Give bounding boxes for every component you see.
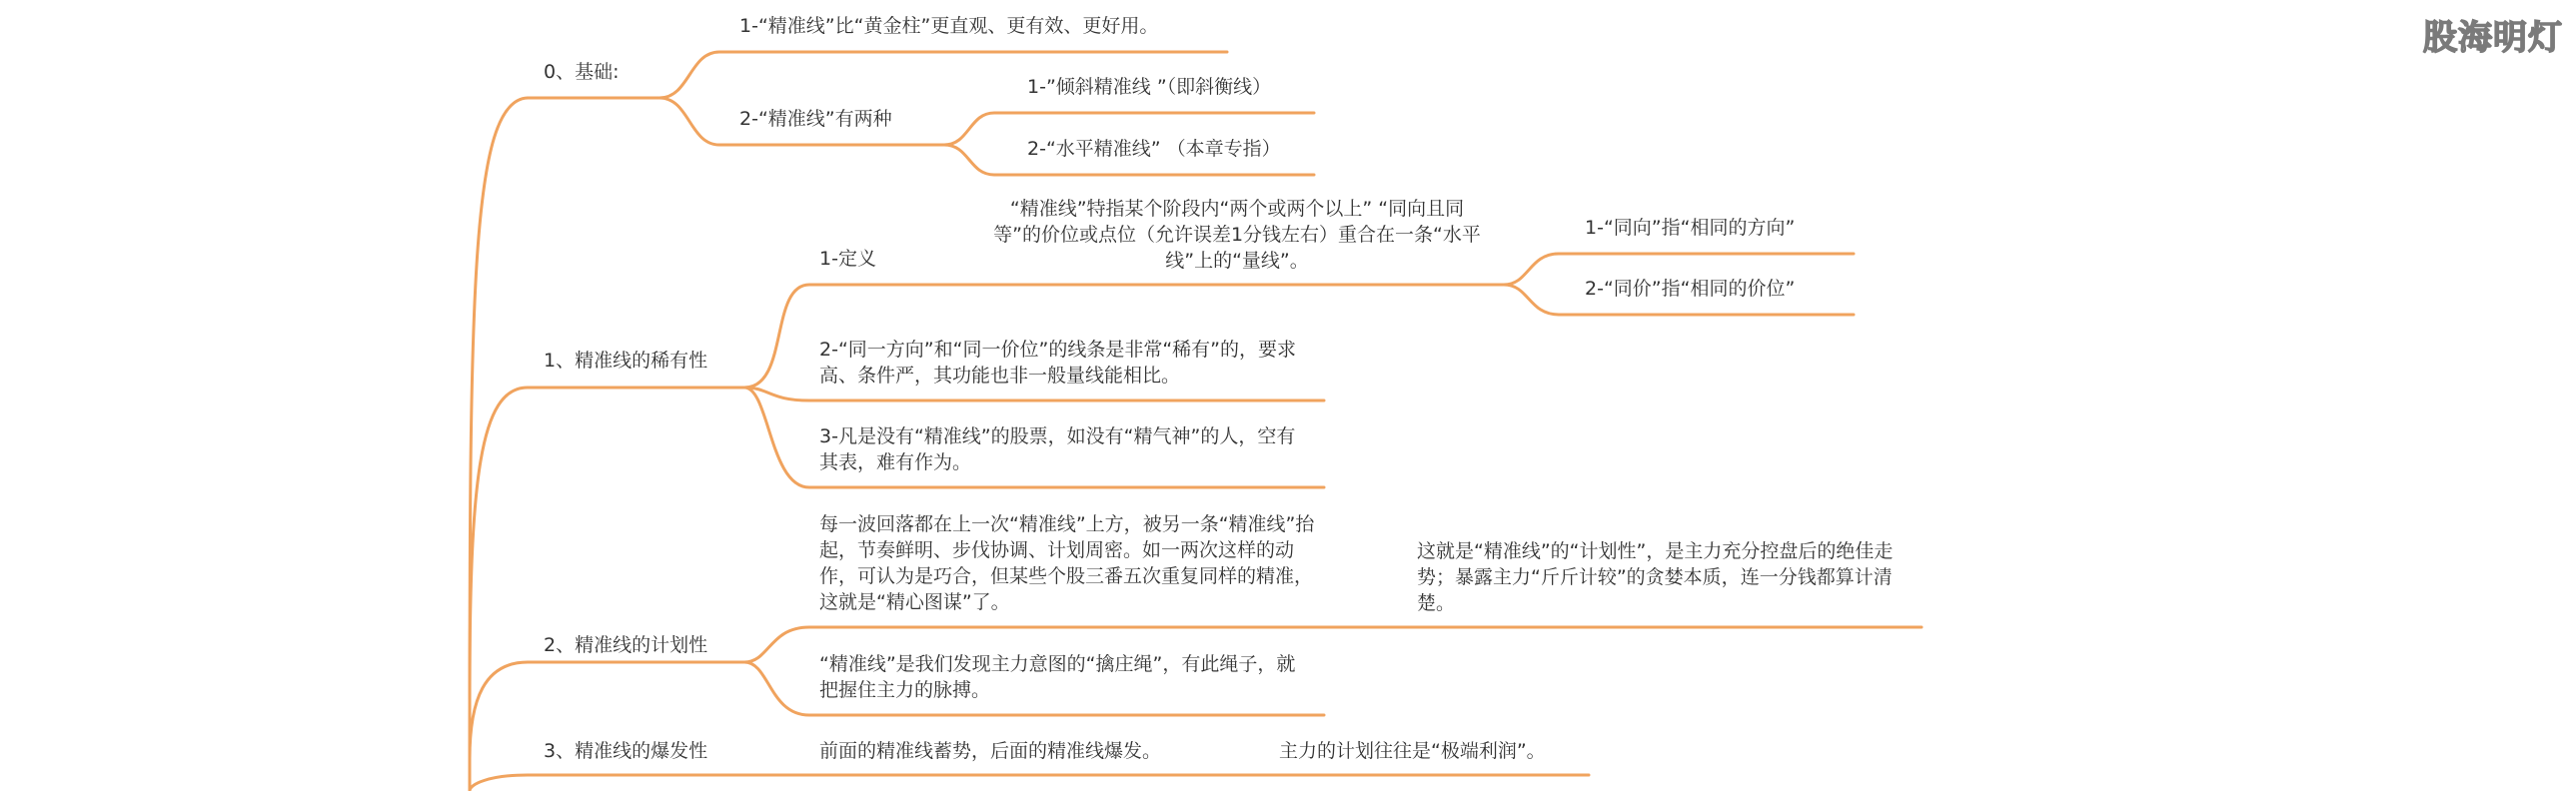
node-sec3[interactable]: 3、精准线的爆发性 xyxy=(544,740,708,762)
watermark-logo: 股海明灯 xyxy=(2423,18,2563,58)
node-sec0-n1[interactable]: 1-“精准线”比“黄金柱”更直观、更有效、更好用。 xyxy=(739,15,1159,37)
branch-sec3 xyxy=(470,775,744,791)
node-sec0-n2-b[interactable]: 2-“水平精准线” （本章专指） xyxy=(1027,138,1281,160)
edge-sec1-n2 xyxy=(744,388,1324,400)
node-sec2-n1[interactable]: 每一波回落都在上一次“精准线”上方，被另一条“精准线”抬起，节奏鲜明、步伐协调、计划周密。如一两次这样的动作，可认为是巧合，但某些个股三番五次重复同样的精准，这就是“精心图谋”了。 xyxy=(819,513,1315,613)
node-sec0[interactable]: 0、基础: xyxy=(544,61,620,83)
node-sec1-def-b[interactable]: 2-“同价”指“相同的价位” xyxy=(1585,278,1796,300)
node-sec1-def[interactable]: 1-定义 xyxy=(819,248,876,270)
node-sec1-n3[interactable]: 3-凡是没有“精准线”的股票，如没有“精气神”的人，空有其表，难有作为。 xyxy=(819,425,1296,473)
node-sec2-n1-child[interactable]: 这就是“精准线”的“计划性”，是主力充分控盘后的绝佳走势；暴露主力“斤斤计较”的贪婪本质，连一分钱都算计清楚。 xyxy=(1417,540,1894,614)
node-sec3-n1-child[interactable]: 主力的计划往往是“极端利润”。 xyxy=(1279,740,1546,762)
trunk-connector xyxy=(470,98,659,791)
node-sec0-n2[interactable]: 2-“精准线”有两种 xyxy=(739,108,892,130)
node-sec2-n2[interactable]: “精准线”是我们发现主力意图的“擒庄绳”，有此绳子，就把握住主力的脉搏。 xyxy=(819,653,1296,701)
node-sec1-def-a[interactable]: 1-“同向”指“相同的方向” xyxy=(1585,217,1796,239)
node-sec0-n2-a[interactable]: 1-”倾斜精准线 ”（即斜衡线） xyxy=(1027,76,1272,98)
node-sec3-n1[interactable]: 前面的精准线蓄势，后面的精准线爆发。 xyxy=(819,740,1162,762)
node-sec1-n2[interactable]: 2-“同一方向”和“同一价位”的线条是非常“稀有”的，要求高、条件严，其功能也非一般量线能相比。 xyxy=(819,339,1297,387)
node-sec1[interactable]: 1、精准线的稀有性 xyxy=(544,350,708,372)
node-sec1-def-text[interactable]: “精准线”特指某个阶段内“两个或两个以上” “同向且同等”的价位或点位（允许误差1分钱左右）重合在一条“水平线”上的“量线”。 xyxy=(993,198,1481,272)
node-sec2[interactable]: 2、精准线的计划性 xyxy=(544,634,708,656)
